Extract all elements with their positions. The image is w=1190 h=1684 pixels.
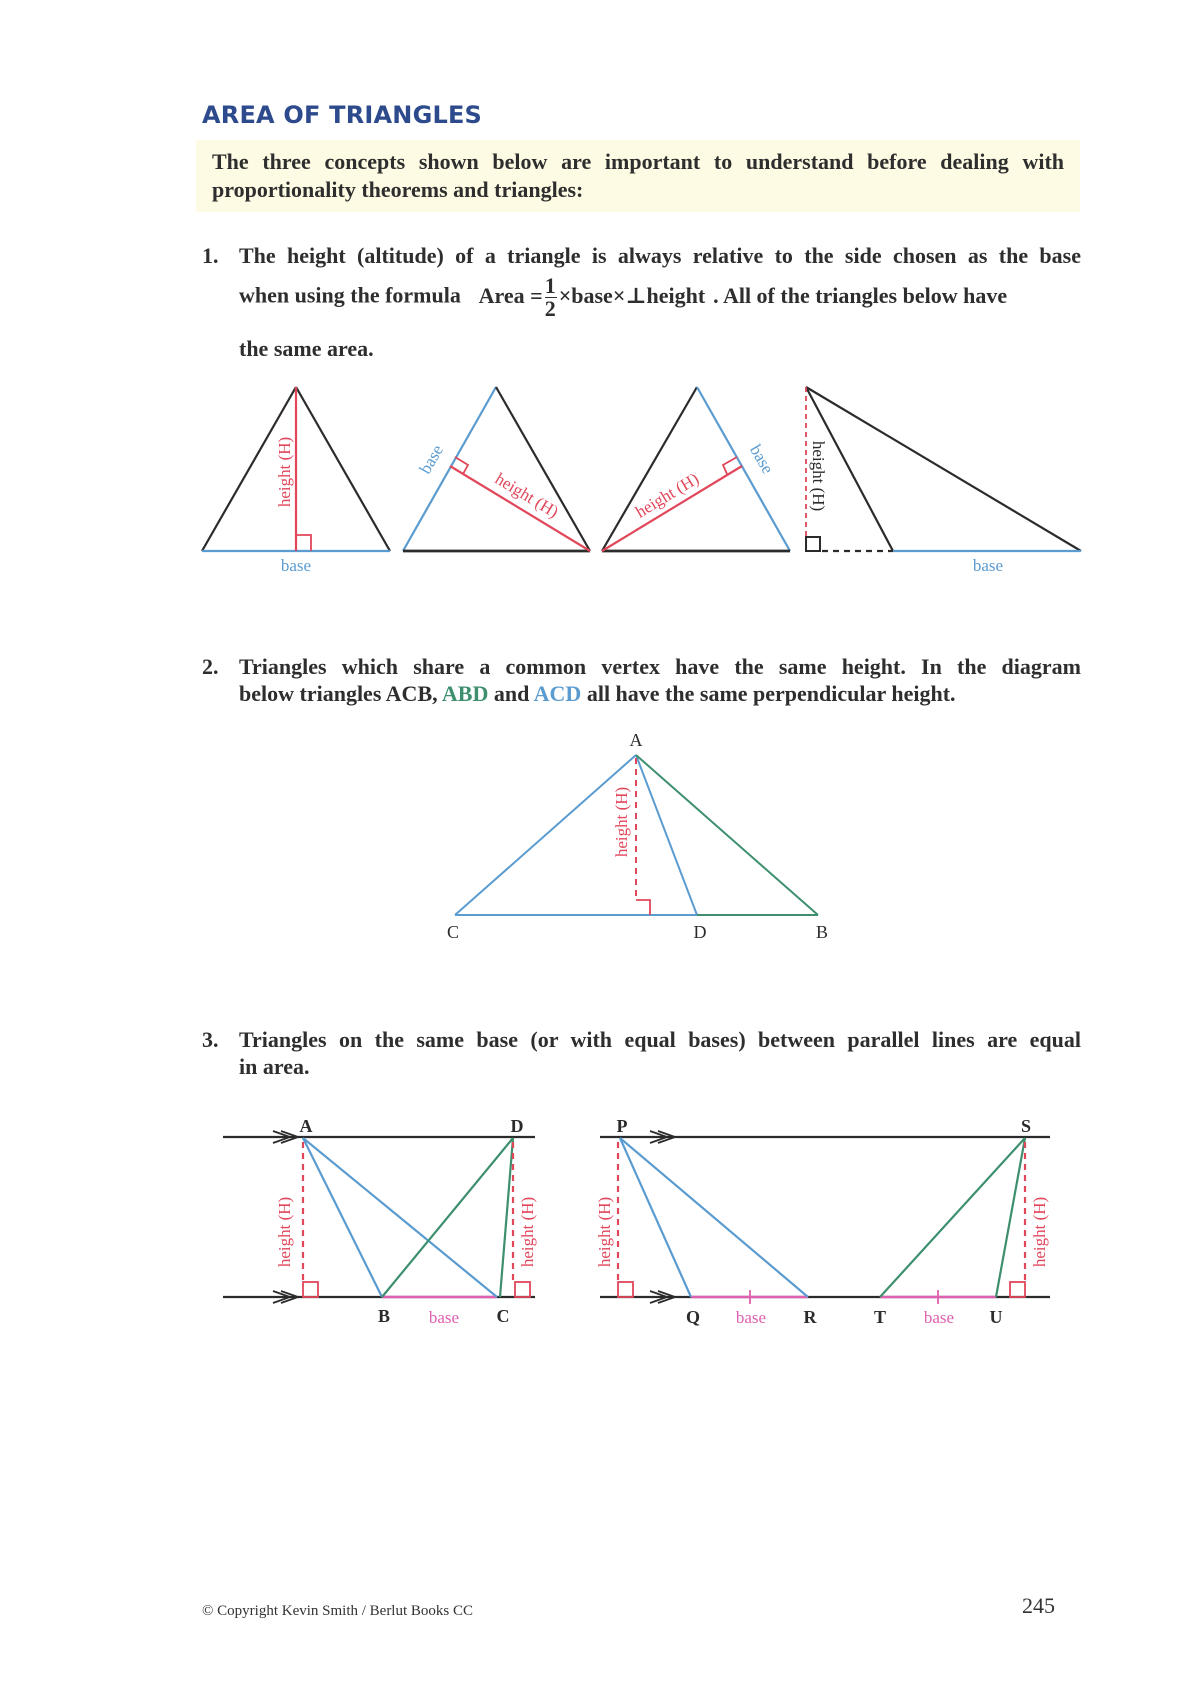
triangle-4-base-label: base xyxy=(972,556,1004,575)
point-r-label: R xyxy=(803,1307,817,1327)
diagram-3-right xyxy=(600,1131,1050,1304)
diagram-2-labels xyxy=(447,730,828,942)
point-c-label: C xyxy=(496,1306,510,1326)
point-a-label: A xyxy=(299,1116,313,1136)
point-s-label: S xyxy=(1020,1116,1032,1136)
triangle-acd-label: ACD xyxy=(533,681,582,706)
right-height-label-2: height (H) xyxy=(1030,1196,1049,1268)
concept-1-line1: The height (altitude) of a triangle is always relative to the side chosen as the base xyxy=(239,243,1081,268)
page-title: AREA OF TRIANGLES xyxy=(202,101,483,129)
formula-rhs: ×base×⊥height xyxy=(558,282,706,308)
triangle-4-height-label: height (H) xyxy=(809,440,828,512)
diagram-2-height-label: height (H) xyxy=(612,786,631,858)
concept-1-line2-post: . All of the triangles below have xyxy=(713,282,1008,308)
vertex-c-label: C xyxy=(446,922,460,942)
diagram-1 xyxy=(202,387,1081,551)
point-t-label: T xyxy=(873,1307,887,1327)
concept-2-number: 2. xyxy=(202,654,219,679)
point-d-label: D xyxy=(510,1116,524,1136)
triangle-2-height-label: height (H) xyxy=(491,469,562,522)
triangle-4 xyxy=(806,387,1081,551)
concept-3-number: 3. xyxy=(202,1027,219,1052)
concept-1-line2-pre: when using the formula xyxy=(239,282,461,308)
concept-3-line1: Triangles on the same base (or with equal bases) between parallel lines are equal xyxy=(239,1027,1081,1052)
left-base-label: base xyxy=(428,1308,460,1327)
right-base-label-1: base xyxy=(735,1308,767,1327)
concept-2-line2-pre: below triangles ACB, xyxy=(239,681,438,706)
point-p-label: P xyxy=(616,1116,628,1136)
intro-text: The three concepts shown below are important to understand before dealing with proportionality theorems and triangles: xyxy=(212,149,1064,202)
formula-numerator: 1 xyxy=(544,273,556,298)
vertex-a-label: A xyxy=(629,730,643,750)
concept-3-line2: in area. xyxy=(239,1054,310,1079)
concept-2-line2-post: all have the same perpendicular height. xyxy=(586,681,956,706)
formula-lhs: Area = xyxy=(478,282,543,308)
right-base-label-2: base xyxy=(923,1308,955,1327)
copyright-notice: © Copyright Kevin Smith / Berlut Books CC xyxy=(202,1603,473,1619)
point-u-label: U xyxy=(989,1307,1003,1327)
triangle-1-base-label: base xyxy=(280,556,312,575)
left-height-label-1: height (H) xyxy=(275,1196,294,1268)
triangle-2-base-label: base xyxy=(415,441,448,478)
triangle-3-height-label: height (H) xyxy=(632,469,703,522)
point-b-label: B xyxy=(377,1306,391,1326)
point-q-label: Q xyxy=(685,1307,701,1327)
diagram-2 xyxy=(455,755,818,915)
vertex-b-label: B xyxy=(815,922,829,942)
concept-2-and: and xyxy=(493,681,530,706)
diagram-3-left xyxy=(223,1131,535,1303)
triangle-abd-label: ABD xyxy=(441,681,489,706)
concept-1-number: 1. xyxy=(202,243,219,268)
triangle-1-height-label: height (H) xyxy=(275,436,294,508)
formula-denominator: 2 xyxy=(544,296,556,321)
right-height-label-1: height (H) xyxy=(595,1196,614,1268)
triangle-3-base-label: base xyxy=(745,441,778,478)
vertex-d-label: D xyxy=(693,922,707,942)
concept-1-line3: the same area. xyxy=(239,336,374,361)
page-number: 245 xyxy=(1022,1593,1055,1618)
concept-2-line1: Triangles which share a common vertex have the same height. In the diagram xyxy=(239,654,1081,679)
diagram-1-labels xyxy=(275,437,1003,575)
left-height-label-2: height (H) xyxy=(518,1196,537,1268)
triangle-1 xyxy=(202,387,390,551)
